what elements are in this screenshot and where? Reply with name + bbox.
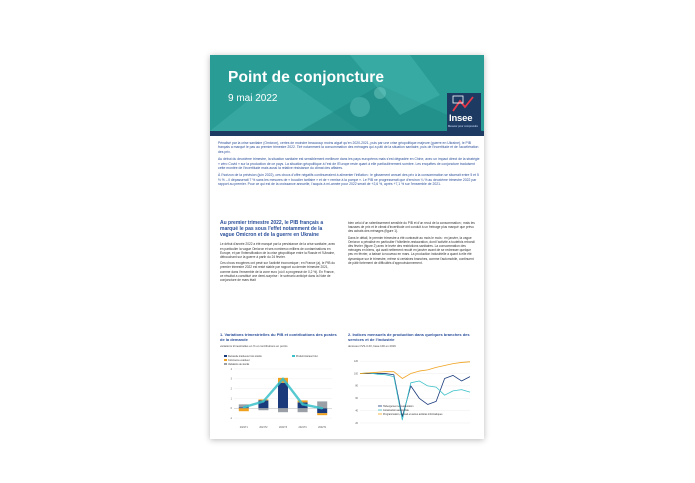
body-paragraph: bien celui d'un ralentissement sensible du PIB et d'un recul de la consommation ; mais les hausses de prix et le climat d'incertitude ont conduit à un freinage plus marqué que prévu des achats des ménages (figure 1). xyxy=(348,221,475,234)
logo-mark-icon xyxy=(447,93,481,115)
legend-label: Construction automobile xyxy=(383,409,409,412)
y-tick-label: 100 xyxy=(354,372,358,376)
x-tick-label: 2021T4 xyxy=(298,426,307,429)
y-tick-label: 2 xyxy=(230,387,232,391)
figure2-subtitle: données CVS-CJO, base 100 en 2019 xyxy=(348,344,396,348)
x-tick-label: 2022T1 xyxy=(318,426,327,429)
y-tick-label: -1 xyxy=(229,416,232,420)
y-tick-label: 20 xyxy=(355,421,358,425)
figure1-title: 1. Variations trimestrielles du PIB et contributions des postes de la demande xyxy=(220,332,337,342)
legend-swatch xyxy=(224,355,227,357)
y-tick-label: 40 xyxy=(355,409,358,413)
bar-segment xyxy=(258,408,268,410)
legend-swatch xyxy=(224,359,227,361)
publication-date: 9 mai 2022 xyxy=(228,93,278,104)
bar-segment xyxy=(278,383,288,409)
legend-swatch xyxy=(224,363,227,365)
header-stripe xyxy=(210,131,484,136)
insee-logo xyxy=(447,93,481,131)
legend-label: Variations de stocks xyxy=(228,363,250,366)
legend-label: Demande intérieure hors stocks xyxy=(228,355,262,358)
gdp-point xyxy=(321,407,323,409)
figure1-chart xyxy=(220,349,338,431)
gdp-point xyxy=(262,400,264,402)
series-line xyxy=(360,374,470,417)
figure2-chart xyxy=(348,349,476,431)
x-tick-label: 2021T2 xyxy=(259,426,268,429)
y-tick-label: 80 xyxy=(355,384,358,388)
header-banner xyxy=(210,55,484,131)
bar-segment xyxy=(278,408,288,412)
legend-swatch xyxy=(292,355,295,357)
gdp-point xyxy=(282,378,284,380)
y-tick-label: 3 xyxy=(230,377,232,381)
logo-tagline: Mesurer pour comprendre xyxy=(448,125,478,128)
x-tick-label: 2021T1 xyxy=(239,426,248,429)
y-tick-label: 0 xyxy=(230,407,232,411)
left-column xyxy=(220,221,338,284)
right-column xyxy=(348,221,476,267)
figure2-title: 2. Indices mensuels de production dans quelques branches des services et de l'industrie xyxy=(348,332,470,342)
gdp-point xyxy=(302,403,304,405)
bar-segment xyxy=(317,413,327,415)
gdp-point xyxy=(243,406,245,408)
y-tick-label: 60 xyxy=(355,397,358,401)
legend-label: Produit intérieur brut xyxy=(296,355,318,358)
bar-segment xyxy=(239,408,249,411)
y-tick-label: 4 xyxy=(230,367,232,371)
y-tick-label: 1 xyxy=(230,397,232,401)
section-heading: Au premier trimestre 2022, le PIB français a marqué le pas sous l'effet notamment de la vague Omicron et de la guerre en Ukraine xyxy=(220,220,324,238)
y-tick-label: 120 xyxy=(354,359,358,363)
body-paragraph: Dans le détail, le premier trimestre a été contrasté au mois le mois : en janvier, la vague Omicron a pénalisé en particulier l'hôtellerie-restauration, dont l'activité a toutefois rebondi dès février (figure 2) avec le levée des restrictions sanitaires. La consommation des ménages en biens, qui avait nettement reculé en janvier avant de se redresser quelque peu en février, a baissé à nouveau en mars. La production industrielle a quant à elle été dynamique sur le trimestre, même si certaines branches, comme l'automobile, continuent de pâtir fortement de difficultés d'approvisionnement. xyxy=(348,235,475,265)
legend-label: Commerce extérieur xyxy=(228,359,250,362)
intro-paragraph: À l'horizon de la prévision (juin 2022), ces chocs d'offre négatifs continueraient à alimenter l'inflation : le glissement annuel des prix à la consommation se situerait entre 5 et 5 ½ % – il dépasserait 7 % sans les mesures de « bouclier tarifaire » et de « remise à la pompe ». Le PIB ne progresserait que d'environ ¼ % au deuxième trimestre 2022 par rapport au premier. Pour ce qui est de la croissance annuelle, l'acquis à mi-année pour 2022 serait de +2,6 %, après +7,1 % sur l'ensemble de 2021. xyxy=(218,173,479,187)
body-paragraph: Le début d'année 2022 a été marqué par la persistance de la crise sanitaire, avec en particulier la vague Omicron et ses nombreux milliers de contaminations en Europe, et par l'intensification de la crise géopolitique entre la Russie et l'Ukraine, débouchant sur la guerre à partir du 24 février. xyxy=(220,242,336,259)
bar-segment xyxy=(298,408,308,412)
intro-paragraph: Au début du deuxième trimestre, la situation sanitaire est sensiblement meilleure dans les pays européens mais s'est dégradée en Chine, avec un impact direct de la stratégie « zéro Covid » sur la production de ce pays. La situation géopolitique à l'est de l'Europe reste quant à elle particulièrement sombre. Les enquêtes de conjoncture traduisent cette montée de l'incertitude mais aussi la relative résistance du climat des affaires. xyxy=(218,157,480,171)
logo-text: Insee xyxy=(449,113,473,124)
intro-summary xyxy=(218,141,480,190)
body-paragraph: Ces chocs exogènes ont pesé sur l'activité économique ; en France (a), le PIB du premier trimestre 2022 est resté stable par rapport au dernier trimestre 2021, comme dans l'ensemble de la zone euro (où il a progressé de 0,2 %). En France, ce résultat a constitué une demi-surprise : le scénario anticipé dans la Note de conjoncture de mars était xyxy=(220,261,335,283)
page-title: Point de conjoncture xyxy=(228,69,385,86)
x-tick-label: 2021T3 xyxy=(278,426,288,429)
figure1-subtitle: variations trimestrielles en % et contributions en points xyxy=(220,344,288,348)
legend-label: Hébergement et restauration xyxy=(383,405,414,408)
document-page xyxy=(210,55,484,439)
legend-label: Programmation, conseil et autres activités informatiques xyxy=(383,413,443,416)
intro-paragraph: Pénalisé par la crise sanitaire (Omicron), certes de moindre beaucoup moins aiguë qu'en 2020-2021, puis par une crise géopolitique majeure (guerre en Ukraine), le PIB français a marqué le pas au premier trimestre 2022. Tiré notamment la consommation des ménages qui a pâti de la situation sanitaire, puis de l'incertitude et de l'accélération des prix. xyxy=(218,141,479,154)
